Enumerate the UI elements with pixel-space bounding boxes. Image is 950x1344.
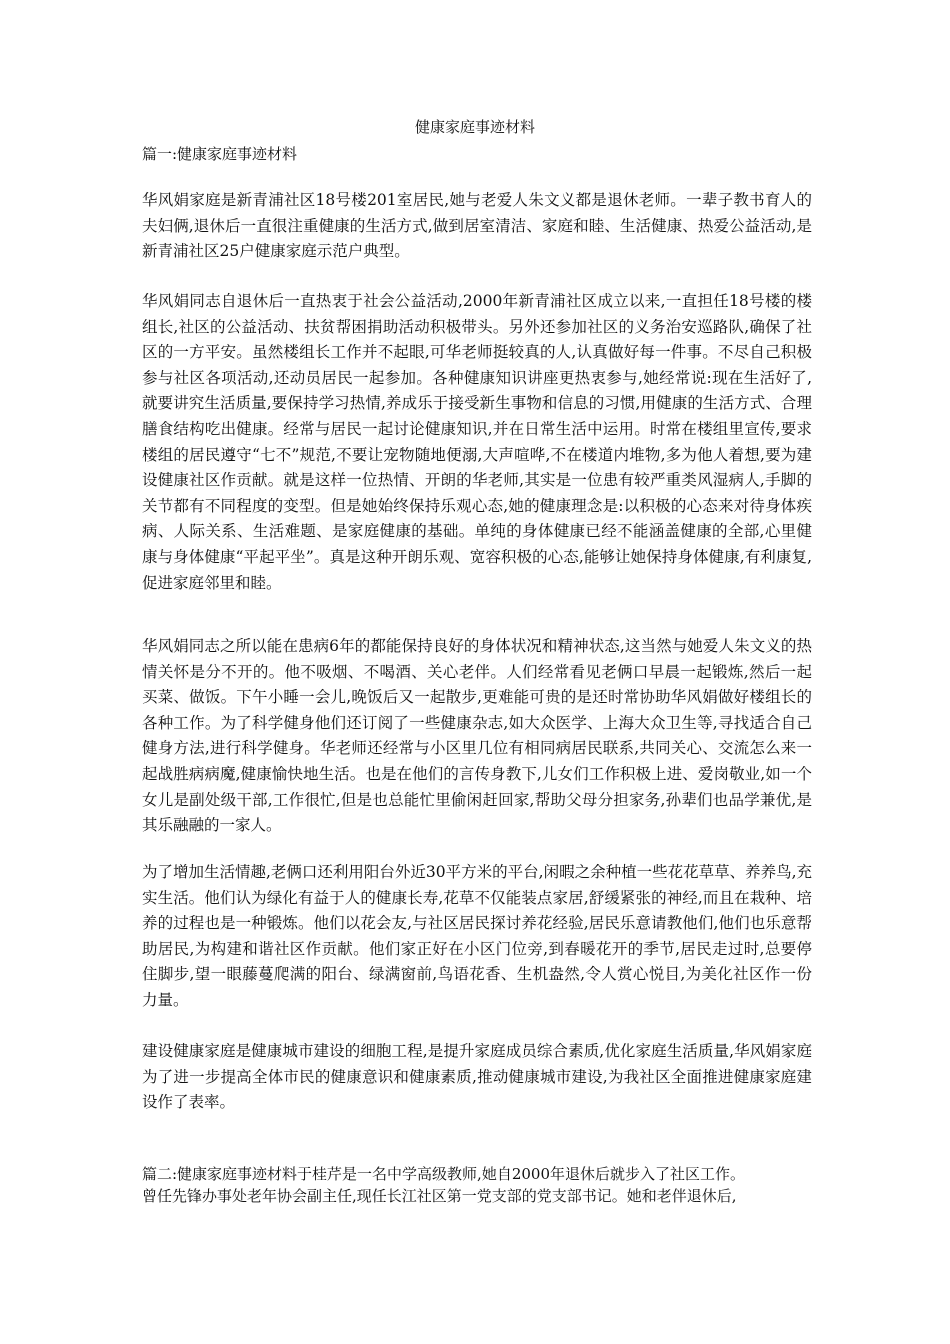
document-title: 健康家庭事迹材料 xyxy=(414,118,535,136)
paragraph-3: 华风娟同志之所以能在患病6年的都能保持良好的身体状况和精神状态,这当然与她爱人朱文义的热情关怀是分不开的。他不吸烟、不喝酒、关心老伴。人们经常看见老俩口早晨一起锻炼,然后一起买菜、做饭。下午小睡一会儿,晚饭后又一起散步,更难能可贵的是还时常协助华风娟做好楼组长的各种工作。为了科学健身他们还订阅了一些健康杂志,如大众医学、上海大众卫生等,寻找适合自己健身方法,进行科学健身。华老师还经常与小区里几位有相同病居民联系,共同关心、交流怎么来一起战胜病病魔,健康愉快地生活。也是在他们的言传身教下,儿女们工作积极上进、爱岗敬业,如一个女儿是副处级干部,工作很忙,但是也总能忙里偷闲赶回家,帮助父母分担家务,孙辈们也品学兼优,是其乐融融的一家人。 xyxy=(142,637,812,835)
section-2-line-2: 曾任先锋办事处老年协会副主任,现任长江社区第一党支部的党支部书记。她和老伴退休后, xyxy=(142,1187,737,1205)
section-1-heading: 篇一:健康家庭事迹材料 xyxy=(142,145,298,163)
paragraph-5: 建设健康家庭是健康城市建设的细胞工程,是提升家庭成员综合素质,优化家庭生活质量,华风娟家庭为了进一步提高全体市民的健康意识和健康素质,推动健康城市建设,为我社区全面推进健康家庭建设作了表率。 xyxy=(142,1042,812,1112)
paragraph-4: 为了增加生活情趣,老俩口还利用阳台外近30平方米的平台,闲暇之余种植一些花花草草、养养鸟,充实生活。他们认为绿化有益于人的健康长寿,花草不仅能装点家居,舒缓紧张的神经,而且在栽种、培养的过程也是一种锻炼。他们以花会友,与社区居民探讨养花经验,居民乐意请教他们,他们也乐意帮助居民,为构建和谐社区作贡献。他们家正好在小区门位旁,到春暖花开的季节,居民走过时,总要停住脚步,望一眼藤蔓爬满的阳台、绿满窗前,鸟语花香、生机盎然,令人赏心悦目,为美化社区作一份力量。 xyxy=(142,863,813,1009)
section-2-line-1: 篇二:健康家庭事迹材料于桂芹是一名中学高级教师,她自2000年退休后就步入了社区工作。 xyxy=(142,1165,745,1183)
paragraph-2: 华风娟同志自退休后一直热衷于社会公益活动,2000年新青浦社区成立以来,一直担任18号楼的楼组长,社区的公益活动、扶贫帮困捐助活动积极带头。另外还参加社区的义务治安巡路队,确保了社区的一方平安。虽然楼组长工作并不起眼,可华老师挺较真的人,认真做好每一件事。不尽自己积极参与社区各项活动,还动员居民一起参加。各种健康知识讲座更热衷参与,她经常说:现在生活好了,就要讲究生活质量,要保持学习热情,养成乐于接受新生事物和信息的习惯,用健康的生活方式、合理膳食结构吃出健康。经常与居民一起讨论健康知识,并在日常生活中运用。时常在楼组里宣传,要求楼组的居民遵守“七不”规范,不要让宠物随地便溺,大声喧哗,不在楼道内堆物,多为他人着想,要为建设健康社区作贡献。就是这样一位热情、开朗的华老师,其实是一位患有较严重类风湿病人,手脚的关节都有不同程度的变型。但是她始终保持乐观心态,她的健康理念是:以积极的心态来对待身体疾病、人际关系、生活难题、是家庭健康的基础。单纯的身体健康已经不能涵盖健康的全部,心里健康与身体健康“平起平坐”。真是这种开朗乐观、宽容积极的心态,能够让她保持身体健康,有利康复,促进家庭邻里和睦。 xyxy=(142,292,812,592)
paragraph-1: 华风娟家庭是新青浦社区18号楼201室居民,她与老爱人朱文义都是退休老师。一辈子教书育人的夫妇俩,退休后一直很注重健康的生活方式,做到居室清洁、家庭和睦、生活健康、热爱公益活动,是新青浦社区25户健康家庭示范户典型。 xyxy=(142,191,812,261)
